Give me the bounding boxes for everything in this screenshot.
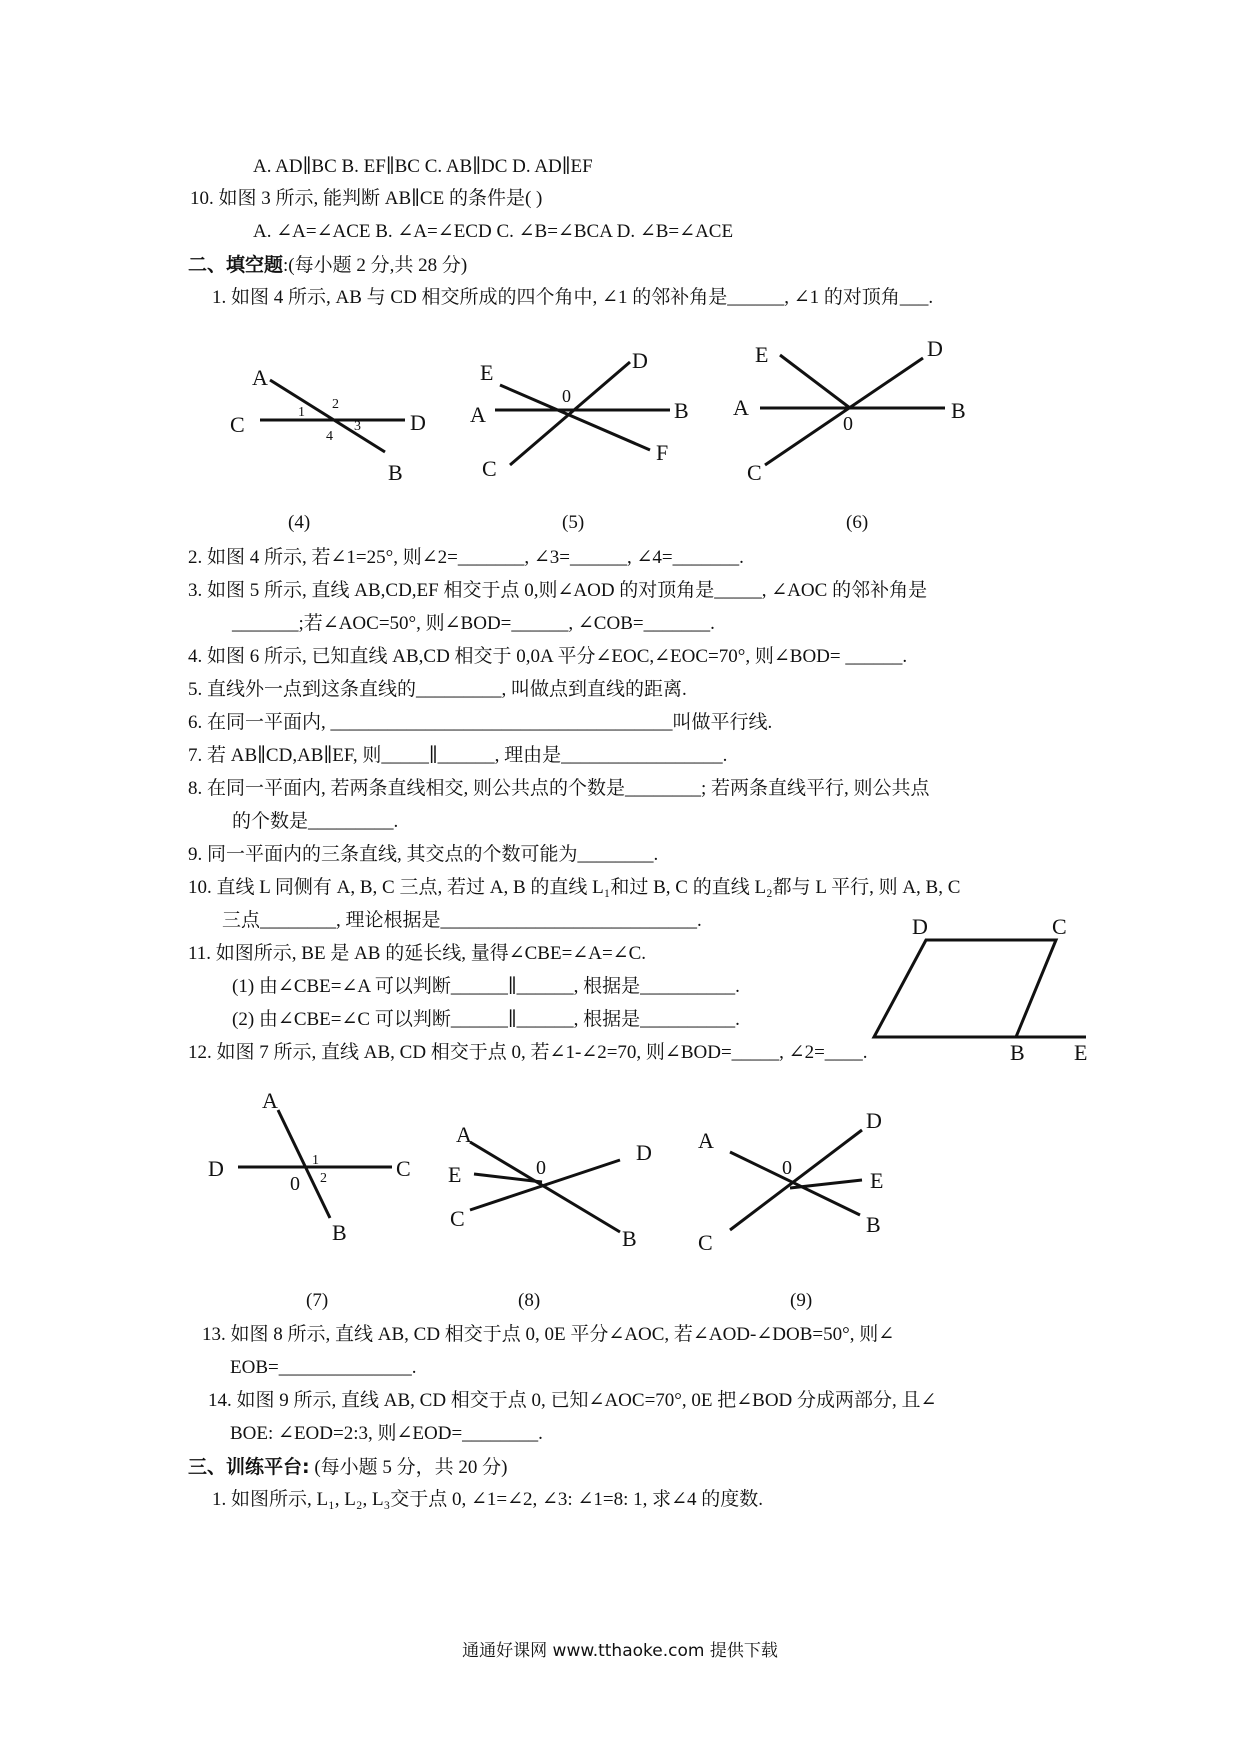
fig4-angle-1: 1 [298,405,305,420]
fig9-label-d: D [866,1108,882,1133]
figure-parallelogram [860,912,1100,1062]
fill-q9: 9. 同一平面内的三条直线, 其交点的个数可能为________. [188,844,659,865]
fig8-label-c: C [450,1206,465,1231]
fig5-label-d: D [632,348,648,373]
fig6-label-e: E [755,342,769,367]
fill-q13-a: 13. 如图 8 所示, 直线 AB, CD 相交于点 0, 0E 平分∠AOC, 若∠AOD-∠DOB=50°, 则∠ [202,1324,895,1345]
fig4-angle-4: 4 [326,429,333,444]
figure-4 [220,360,440,490]
fig6-label-c: C [747,460,762,485]
fig8-label-d: D [636,1140,652,1165]
fill-q11-part1: (1) 由∠CBE=∠A 可以判断______∥______, 根据是__________. [232,976,740,997]
fill-q6: 6. 在同一平面内, ____________________________________叫做平行线. [188,712,773,733]
fig9-label-b: B [866,1212,881,1237]
fill-q2: 2. 如图 4 所示, 若∠1=25°, 则∠2=_______, ∠3=______, ∠4=_______. [188,547,744,568]
fill-q12: 12. 如图 7 所示, 直线 AB, CD 相交于点 0, 若∠1-∠2=70, 则∠BOD=_____, ∠2=____. [188,1042,868,1063]
fig8-label-a: A [456,1122,472,1147]
caption-7: (7) [306,1290,329,1311]
q10-options: A. ∠A=∠ACE B. ∠A=∠ECD C. ∠B=∠BCA D. ∠B=∠ACE [253,221,734,242]
fig7-label-d: D [208,1156,224,1181]
para-label-d: D [912,914,928,939]
fig5-label-c: C [482,456,497,481]
fill-q14-b: BOE: ∠EOD=2:3, 则∠EOD=________. [230,1423,543,1444]
figure-5 [460,340,700,490]
figure-9 [690,1100,920,1260]
fig9-label-o: 0 [782,1157,792,1179]
fig5-label-a: A [470,402,486,427]
fill-q5: 5. 直线外一点到这条直线的_________, 叫做点到直线的距离. [188,679,687,700]
section-2-heading [188,253,467,278]
fig4-angle-2: 2 [332,397,339,412]
fig5-label-o: 0 [562,386,571,406]
page-footer: 通通好课网 www.tthaoke.com 提供下载 [462,1641,778,1661]
fig5-label-f: F [656,440,669,465]
caption-6: (6) [846,512,869,533]
section-3-heading [188,1455,508,1480]
fig6-label-a: A [733,395,749,420]
caption-4: (4) [288,512,311,533]
fill-q4: 4. 如图 6 所示, 已知直线 AB,CD 相交于 0,0A 平分∠EOC,∠EOC=70°, 则∠BOD= ______. [188,646,908,667]
para-label-b: B [1010,1040,1025,1062]
fill-q1: 1. 如图 4 所示, AB 与 CD 相交所成的四个角中, ∠1 的邻补角是______, ∠1 的对顶角___. [212,287,934,308]
fill-q8-b: 的个数是_________. [232,811,399,832]
figure-6 [725,330,985,490]
section-2-title: 二、填空题 [188,254,284,276]
fig5-label-b: B [674,398,689,423]
section-3-title: 三、训练平台: [188,1456,310,1478]
fig6-label-b: B [951,398,966,423]
fig4-label-a: A [252,365,268,390]
fig4-label-b: B [388,460,403,485]
fill-q3-a: 3. 如图 5 所示, 直线 AB,CD,EF 相交于点 0,则∠AOD 的对顶角是_____, ∠AOC 的邻补角是 [188,580,928,601]
fig5-label-e: E [480,360,494,385]
training-q1: 1. 如图所示, L₁, L₂, L₃交于点 0, ∠1=∠2, ∠3: ∠1=8: 1, 求∠4 的度数. [212,1489,764,1510]
fig6-label-d: D [927,336,943,361]
caption-8: (8) [518,1290,541,1311]
para-label-e: E [1074,1040,1088,1062]
fig7-label-c: C [396,1156,411,1181]
fig7-label-o: 0 [290,1173,300,1195]
fill-q3-b: _______;若∠AOC=50°, 则∠BOD=______, ∠COB=_______. [232,613,715,634]
fig7-angle-1: 1 [312,1153,319,1168]
q10-question: 10. 如图 3 所示, 能判断 AB∥CE 的条件是( ) [190,188,543,209]
fig9-label-a: A [698,1128,714,1153]
fill-q10-b: 三点________, 理论根据是___________________________. [222,910,702,931]
caption-5: (5) [562,512,585,533]
fig9-label-c: C [698,1230,713,1255]
caption-9: (9) [790,1290,813,1311]
fig8-label-b: B [622,1226,637,1250]
fig7-angle-2: 2 [320,1171,327,1186]
fill-q7: 7. 若 AB∥CD,AB∥EF, 则_____∥______, 理由是_________________. [188,745,728,766]
section-2-note: :(每小题 2 分,共 28 分) [283,255,468,276]
fig6-label-o: 0 [843,413,853,435]
fill-q11: 11. 如图所示, BE 是 AB 的延长线, 量得∠CBE=∠A=∠C. [188,943,647,964]
fill-q13-b: EOB=______________. [230,1357,417,1378]
fig8-label-e: E [448,1162,462,1187]
fig9-label-e: E [870,1168,884,1193]
fig7-label-b: B [332,1220,347,1245]
fig4-angle-3: 3 [354,419,361,434]
fig8-label-o: 0 [536,1157,546,1179]
figure-8 [440,1120,670,1250]
section-3-note: (每小题 5 分，共 20 分) [314,1457,508,1478]
fig4-label-d: D [410,410,426,435]
fill-q8-a: 8. 在同一平面内, 若两条直线相交, 则公共点的个数是________; 若两条直线平行, 则公共点 [188,778,930,799]
q9-options: A. AD∥BC B. EF∥BC C. AB∥DC D. AD∥EF [253,156,593,177]
fill-q14-a: 14. 如图 9 所示, 直线 AB, CD 相交于点 0, 已知∠AOC=70°, 0E 把∠BOD 分成两部分, 且∠ [208,1390,937,1411]
fig7-label-a: A [262,1088,278,1113]
fill-q11-part2: (2) 由∠CBE=∠C 可以判断______∥______, 根据是__________. [232,1009,740,1030]
fill-q10-a: 10. 直线 L 同侧有 A, B, C 三点, 若过 A, B 的直线 L₁和过 B, C 的直线 L₂都与 L 平行, 则 A, B, C [188,877,961,898]
fig4-label-c: C [230,412,245,437]
figure-7 [200,1088,420,1248]
para-label-c: C [1052,914,1067,939]
